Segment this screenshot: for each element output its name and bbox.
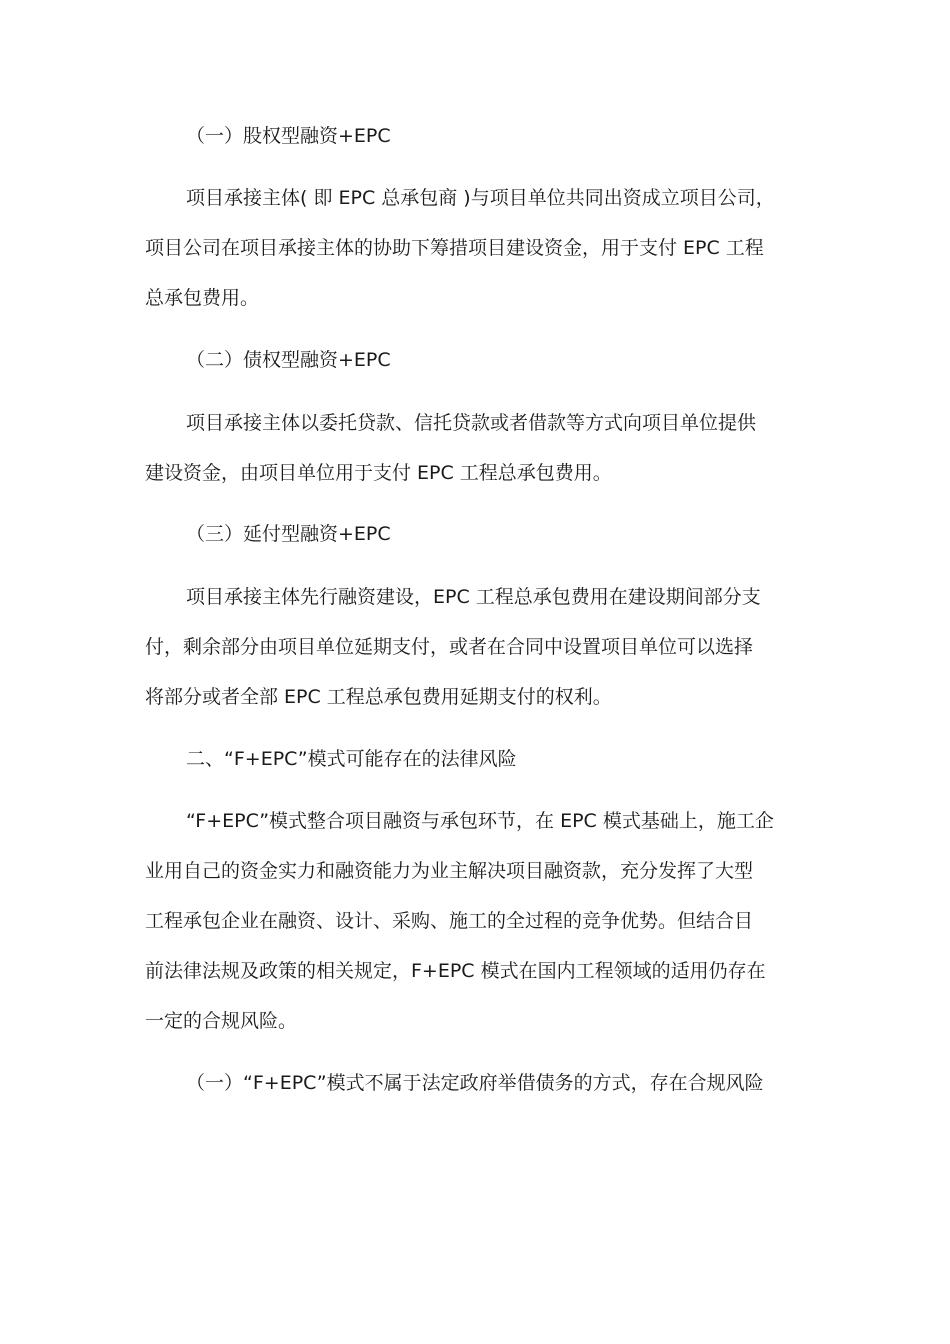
paragraph-line: 项目承接主体以委托贷款、信托贷款或者借款等方式向项目单位提供 <box>186 412 757 434</box>
paragraph-line: 一定的合规风险。 <box>145 1010 298 1032</box>
section-heading-equity: （一）股权型融资+EPC <box>186 125 391 147</box>
paragraph-line: 总承包费用。 <box>145 287 260 309</box>
section-heading-compliance: （一）“F+EPC”模式不属于法定政府举借债务的方式，存在合规风险 <box>186 1072 764 1094</box>
section-heading-debt: （二）债权型融资+EPC <box>186 349 391 371</box>
paragraph-line: 业用自己的资金实力和融资能力为业主解决项目融资款，充分发挥了大型 <box>145 860 754 882</box>
paragraph-line: 付，剩余部分由项目单位延期支付，或者在合同中设置项目单位可以选择 <box>145 636 754 658</box>
paragraph-line: “F+EPC”模式整合项目融资与承包环节，在 EPC 模式基础上，施工企 <box>186 810 774 832</box>
paragraph-line: 将部分或者全部 EPC 工程总承包费用延期支付的权利。 <box>145 686 612 708</box>
section-heading-deferred: （三）延付型融资+EPC <box>186 523 391 545</box>
paragraph-line: 前法律法规及政策的相关规定，F+EPC 模式在国内工程领域的适用仍存在 <box>145 960 766 982</box>
paragraph-line: 项目承接主体先行融资建设，EPC 工程总承包费用在建设期间部分支 <box>186 586 761 608</box>
section-heading-legal-risk: 二、“F+EPC”模式可能存在的法律风险 <box>186 748 517 770</box>
paragraph-line: 工程承包企业在融资、设计、采购、施工的全过程的竞争优势。但结合目 <box>145 910 754 932</box>
paragraph-line: 项目公司在项目承接主体的协助下筹措项目建设资金，用于支付 EPC 工程 <box>145 237 764 259</box>
paragraph-line: 建设资金，由项目单位用于支付 EPC 工程总承包费用。 <box>145 462 612 484</box>
paragraph-line: 项目承接主体( 即 EPC 总承包商 )与项目单位共同出资成立项目公司， <box>186 187 775 209</box>
